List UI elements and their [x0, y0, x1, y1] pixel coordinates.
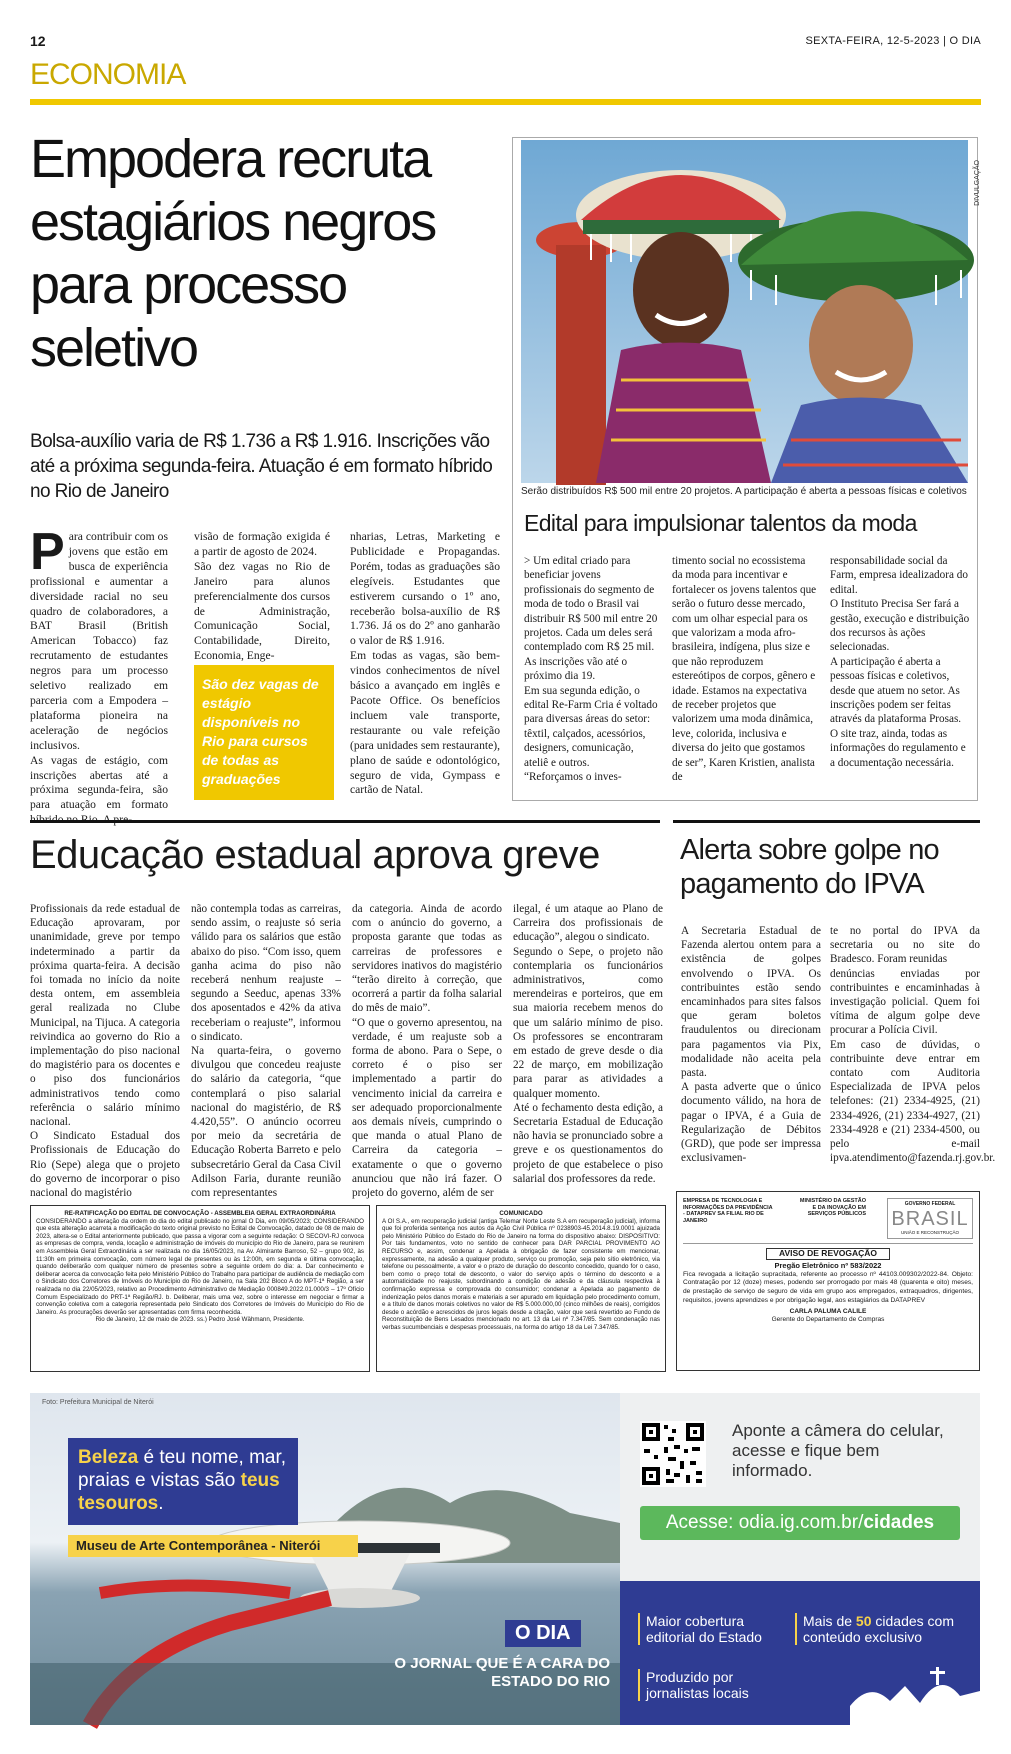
story2-column-4	[513, 902, 663, 1186]
ad-feature-1: Maior cobertura editorial do Estado	[638, 1613, 776, 1645]
story1-headline: Empodera recruta estagiários negros para processo seletivo	[30, 129, 436, 378]
dataprev-org: EMPRESA DE TECNOLOGIA E INFORMAÇÕES DA PREVIDÊNCIA - DATAPREV SA FILIAL RIO DE JANEIRO	[683, 1198, 773, 1224]
story2-column-3	[352, 902, 502, 1200]
notice1-signature: Rio de Janeiro, 12 de maio de 2023. ss.) Pedro José Wähmann, Presidente.	[95, 1316, 305, 1324]
box-column-3	[830, 554, 970, 770]
ad-feature-2-num: 50	[855, 1613, 872, 1629]
house-ad	[30, 1393, 980, 1725]
story1-col2-text: visão de formação exigida é a partir de agosto de 2024. São dez vagas no Rio de Janeiro para alunos preferencialmente dos cursos de Administração, Comunicação Social, Contabilidade, Direito, Economia, Enge-	[194, 530, 330, 663]
slogan-part-3: teus tesouros	[78, 1470, 280, 1514]
story1-column-2	[194, 530, 330, 664]
photo-credit: DIVULGAÇÃO	[974, 160, 981, 206]
brasil-wordmark: BRASIL	[891, 1207, 969, 1230]
story3-col2-text: te no portal do IPVA da secretaria ou no site do Bradesco. Foram reunidas denúncias enviadas por contribuintes e encaminhadas à investigação policial. Quem foi vítima de algum golpe deve procurar a Polícia Civil. Em caso de dúvidas, o contribuinte deve entrar em contato com Auditoria Especializada de IPVA pelos telefones: (21) 2334-4925, (21) 2334-4926, (21) 2334-4927, (21) 2334-4928 e (21) 2334-4500, ou pelo e-mail ipva.atendimento@fazenda.rj.gov.br.	[830, 925, 996, 1165]
gov-logo	[887, 1198, 973, 1239]
ad-photo-credit: Foto: Prefeitura Municipal de Niterói	[42, 1399, 154, 1406]
legal-notice-dataprev	[676, 1191, 980, 1371]
story2-rule	[30, 820, 660, 823]
story2-col2-text: não contempla todas as carreiras, sendo assim, o reajuste só seria válido para os salários que estão abaixo do piso. “Com isso, quem ganha acima do piso não receberá nenhum reajuste – segundo a Seeduc, apenas 33% dos aposentados e 42% da ativa receberiam o reajuste”, informou o sindicato. Na quarta-feira, o governo divulgou que concedeu reajuste do salário da categoria, “que contemplará o piso salarial nacional do magistério, de R$ 4.420,55”. O anúncio ocorreu por meio da secretária de Educação Roberta Barreto e pelo subsecretário Geral da Casa Civil Adilson Faria, durante reunião com representantes	[191, 903, 341, 1200]
story3-rule	[673, 820, 980, 823]
ad-photo-mac-niteroi	[30, 1393, 620, 1725]
story3-column-2	[830, 924, 996, 1165]
photo-women-hats	[521, 140, 981, 483]
photo-illustration	[521, 140, 968, 483]
notice3-title: AVISO DE REVOGAÇÃO	[766, 1248, 890, 1260]
story1-column-3	[350, 530, 500, 798]
slogan-part-1: Beleza	[78, 1447, 139, 1468]
ad-slogan-box	[68, 1438, 298, 1525]
story2-col1-text: Profissionais da rede estadual de Educação aprovaram, por unanimidade, greve por tempo indeterminado a partir da próxima quarta-feira. A decisão foi tomada no início da noite desta ontem, em assembleia geral realizada no Clube Municipal, na Tijuca. A categoria reivindica ao governo do Rio a implementação do piso nacional do magistério para os docentes e o piso dos funcionários administrativos tendo como referência o salário mínimo nacional. O Sindicato Estadual dos Profissionais de Educação do Rio (Sepe) alega que o projeto do governo de incorporar o piso nacional do magistério	[30, 903, 180, 1200]
story1-column-1	[30, 523, 168, 828]
box-column-1	[524, 554, 658, 785]
legal-notice-oi	[376, 1205, 666, 1372]
box-col2-text: timento social no ecossistema da moda para incentivar e fortalecer os jovens talentos que serão o futuro desse mercado, com um olhar especial para os que valorizam a moda afro-brasileira, indígena, plus size e que não reproduzem estereótipos de corpos, gênero e idade. Estamos na expectativa de receber projetos que valorizem uma moda dinâmica, leve, colorida, inclusiva e diversa do jeito que gostamos de ser”, Karen Kristien, analista de	[672, 555, 817, 784]
slogan-part-4: .	[158, 1493, 164, 1514]
story2-column-1	[30, 902, 180, 1200]
gov-motto: UNIÃO E RECONSTRUÇÃO	[900, 1229, 959, 1235]
story2-col3-text: da categoria. Ainda de acordo com o anúncio do governo, a proposta garante que todas as carreiras de professores e servidores inativos do magistério “terão direito à correção, que ocorrerá a partir da folha salarial do mês de maio”. “O que o governo apresentou, na verdade, é um reajuste sob a forma de abono. Para o Sepe, o correto é o piso ser implementado a partir do vencimento inicial da carreira e ser adequado proporcionalmente aos demais níveis, cumprindo o que manda o atual Plano de Carreira da categoria – exatamente o que o governo anunciou que não irá fazer. O projeto do governo, além de ser	[352, 903, 502, 1200]
notice2-title: COMUNICADO	[499, 1210, 543, 1217]
story1-col1-text: ara contribuir com os jovens que estão em busca de experiência profissional e aumentar a diversidade racial no seu quadro de colaboradores, a BAT Brasil (British American Tobacco) faz recrutamento de estudantes negros para um processo seletivo realizado em parceria com a Empodera – plataforma pioneira na aceleração de negócios inclusivos. As vagas de estágio, com inscrições abertas até a próxima segunda-feira, são para atuação em formato	[30, 530, 168, 812]
ad-slogan	[78, 1446, 288, 1515]
box-column-2	[672, 554, 817, 785]
notice3-sign-role: Gerente do Departamento de Compras	[771, 1315, 885, 1323]
notice3-body: Fica revogada a licitação supracitada, referente ao processo nº 44103.009302/2022-84. Objeto: Contratação por 12 (doze) meses, podendo ser prorrogado por mais 48 (quarenta e oito) meses, de prestação de serviço de seguro de vida em grupo aos empregados, extraquadros, dirigentes, requisitos, jovens aprendizes e por obrigação legal, aos estagiários da DATAPREV	[683, 1270, 973, 1304]
section-rule	[30, 99, 981, 105]
box-col3-text: responsabilidade social da Farm, empresa idealizadora do edital. O Instituto Precisa Ser fará a gestão, execução e distribuição dos recursos às ações selecionadas. A participação é aberta a pessoas físicas e coletivos, desde que atuem no setor. As inscrições podem ser feitas através da plataforma Prosas. O site traz, ainda, todas as informações do regulamento e a documentação necessária.	[830, 555, 970, 769]
qr-code-icon[interactable]	[640, 1421, 706, 1487]
photo-caption: Serão distribuídos R$ 500 mil entre 20 projetos. A participação é aberta a pessoas físicas e coletivos	[521, 486, 967, 497]
story2-column-2	[191, 902, 341, 1200]
notice1-title: RE-RATIFICAÇÃO DO EDITAL DE CONVOCAÇÃO - ASSEMBLEIA GERAL EXTRAORDINÁRIA	[64, 1210, 336, 1217]
notice1-body: CONSIDERANDO a alteração da ordem do dia do edital publicado no jornal O Dia, em 09/05/2023; CONSIDERANDO que esta alteração acarreta a modificação do texto original previsto no Edital de Convocação, datado de 08 de maio de 2023, altera-se o Edital anteriormente publicado, que passa a vigorar com a seguinte redação: O SECOVI-RJ convoca as empresas de compra, venda, locação e administração de imóveis do município do Rio de Janeiro, para se reunirem em Assembleia Geral Extraordinária a ser realizada no dia 16/05/2023, na Av. Almirante Barroso, 52 – grupo 902, às 11:30h em primeira convocação, com número legal de presentes ou às 12:00h, em segunda e última convocação, quando deliberarão com qualquer número de presentes sobre a seguinte ordem do dia: a. Dar conhecimento e deliberar acerca da convocação feita pelo Ministério Público do Trabalho para participar de audiência de mediação com o Sindicato dos Corretores de Imóveis do Município do Rio de Janeiro, na Sala 202 Bloco A do MPT-1ª Região, a ser realizada no dia 22/05/2023, relativo ao Procedimento Administrativo de Mediação 000849.2022.01.000/3 – 17º Ofício Comum Especializado do PRT-1ª Região/RJ. b. Deliberar, mais uma vez, sobre o interesse em negociar e firmar a convenção coletiva com a categoria representada pelo Sindicato dos Corretores de Imóveis do Município do Rio de Janeiro. As procurações deverão ser apresentadas com firma reconhecida.	[36, 1217, 364, 1316]
ad-feature-2	[795, 1613, 963, 1645]
qr-code-graphic	[640, 1421, 706, 1487]
folio: SEXTA-FEIRA, 12-5-2023 | O DIA	[805, 35, 981, 47]
legal-notice-secovi	[30, 1205, 370, 1372]
dropcap: P	[30, 523, 65, 581]
story3-headline: Alerta sobre golpe no pagamento do IPVA	[680, 834, 939, 900]
gov-label: GOVERNO FEDERAL	[904, 1201, 956, 1207]
pullquote-text: São dez vagas de estágio disponíveis no Rio para cursos de todas as graduações	[202, 676, 319, 787]
ad-tagline: O JORNAL QUE É A CARA DO ESTADO DO RIO	[394, 1655, 610, 1690]
story3-column-1	[681, 924, 821, 1165]
ad-url-prefix: Acesse: odia.ig.com.br/	[665, 1512, 864, 1533]
story1-col3-text: nharias, Letras, Marketing e Publicidade e Propagandas. Porém, todas as graduações são elegíveis. Estudantes que estiverem cursando o 1º ano, receberão bolsa-auxílio de R$ 1.736. Já os do 2º ano ganharão o valor de R$ 1.916. Em todas as vagas, são bem-vindos conhecimentos de nível básico a avançado em inglês e Pacote Office. Os benefícios incluem vale transporte, restaurante ou vale refeição (para unidades sem restaurante), plano de saúde e odontológico, seguro de vida, Gympass e cartão de Natal.	[350, 530, 501, 797]
story1-deck: Bolsa-auxílio varia de R$ 1.736 a R$ 1.916. Inscrições vão até a próxima segunda-feira. Atuação é em formato híbrido no Rio de Janeiro	[30, 431, 493, 502]
pullquote	[194, 665, 334, 800]
notice2-body: A OI S.A., em recuperação judicial (antiga Telemar Norte Leste S.A em recuperação judicial), informa que foi proferida sentença nos autos da Ação Civil Pública nº 0238903-45.2014.8.19.0001 ajuizada pelo Ministério Público do Estado do Rio de Janeiro na forma do dispositivo abaixo: DISPOSITIVO: Por tais fundamentos, voto no sentido de conhecer para DAR PARCIAL PROVIMENTO AO RECURSO e, assim, condenar a Apelada à obrigação de fazer consistente em mencionar, expressamente, na adesão a qualquer produto, serviço ou promoção, seja pelo sítio eletrônico, via telefone ou pessoalmente, a valor e o prazo de duração do desconto concedido, quando for o caso, bem como o preço total de desconto, o valor do serviço após o término do desconto e a automaticidade no reajuste, subordinando a condição de adesão e da cláusula respectiva à confirmação expressa e comprovada do consumidor; condenar a Apelada ao pagamento de indenização pelos danos morais e materiais a ser apurado em liquidação pelo procedimento comum, e a título de danos morais coletivos no valor de R$ 5.000.000,00 (cinco milhões de reais), corrigidos desde o acórdão e acrescidos de juros legais desde a citação, valor que será revertido ao Fundo de Reconstituição de Bens Lesados mencionado no art. 13 da Lei nº 7.347/85. Sem condenação nas verbas sucumbenciais e despesas processuais, na forma do artigo 18 da Lei 7.347/85.	[382, 1217, 660, 1331]
ad-feature-2-pre: Mais de	[803, 1613, 856, 1629]
ad-features-panel	[620, 1581, 980, 1725]
ad-url-button[interactable]	[640, 1506, 960, 1540]
ad-feature-3: Produzido por jornalistas locais	[638, 1669, 776, 1701]
rio-skyline-icon	[850, 1661, 980, 1725]
ministry-org: MINISTÉRIO DA GESTÃO E DA INOVAÇÃO EM SERVIÇOS PÚBLICOS	[799, 1198, 866, 1217]
notice3-sign-name: CARLA PALUMA CALILE	[789, 1308, 867, 1316]
ad-museum-label: Museu de Arte Contemporânea - Niterói	[68, 1535, 358, 1557]
slogan-part-2: é teu nome, mar, praias e vistas são	[78, 1447, 287, 1491]
ad-feature-2-post: cidades com conteúdo exclusivo	[803, 1613, 954, 1645]
notice3-subtitle: Pregão Eletrônico nº 583/2022	[774, 1260, 882, 1270]
ad-cta-text: Aponte a câmera do celular, acesse e fique bem informado.	[732, 1421, 944, 1480]
ad-right-panel	[620, 1393, 980, 1725]
page-number: 12	[30, 33, 46, 49]
ad-url-bold: cidades	[863, 1512, 935, 1533]
story2-col4-text: ilegal, é um ataque ao Plano de Carreira dos profissionais de educação”, alegou o sindicato. Segundo o Sepe, o projeto não contemplaria os funcionários administrativos, como merendeiras e porteiros, que em sua maioria recebem menos do que um salário mínimo de piso. Os professores se encontraram em estado de greve desde o dia 22 de março, em mobilização para parar as atividades a qualquer momento. Até o fechamento desta edição, a Secretaria Estadual de Educação não havia se pronunciado sobre a greve e os questionamentos do projeto de que estabelece o piso salarial dos professores da rede.	[513, 903, 663, 1185]
story3-col1-text: A Secretaria Estadual de Fazenda alertou ontem para a existência de golpes envolvendo o IPVA. Os contribuintes estão sendo encaminhados para sites falsos que geram boletos fraudulentos ou direcionam para pagamentos via Pix, modalidade não aceita pela pasta. A pasta adverte que o único documento válido, na hora de pagar o IPVA, é a Guia de Regularização de Débitos (GRD), que pode ser impressa exclusivamen-	[681, 925, 821, 1165]
box-col1-text: > Um edital criado para beneficiar jovens profissionais do segmento de moda de todo o Brasil vai distribuir R$ 500 mil entre 20 projetos. Cada um deles será contemplado com R$ 25 mil. As inscrições vão até o próximo dia 19. Em sua segunda edição, o edital Re-Farm Cria é voltado para diversas áreas do setor: têxtil, calçados, acessórios, designers, comunicação, ateliê e outros. “Reforçamos o inves-	[524, 555, 658, 784]
odia-logo: O DIA	[505, 1620, 581, 1647]
section-name: ECONOMIA	[30, 58, 186, 91]
box-headline: Edital para impulsionar talentos da moda	[524, 510, 917, 536]
story2-headline: Educação estadual aprova greve	[30, 833, 600, 877]
